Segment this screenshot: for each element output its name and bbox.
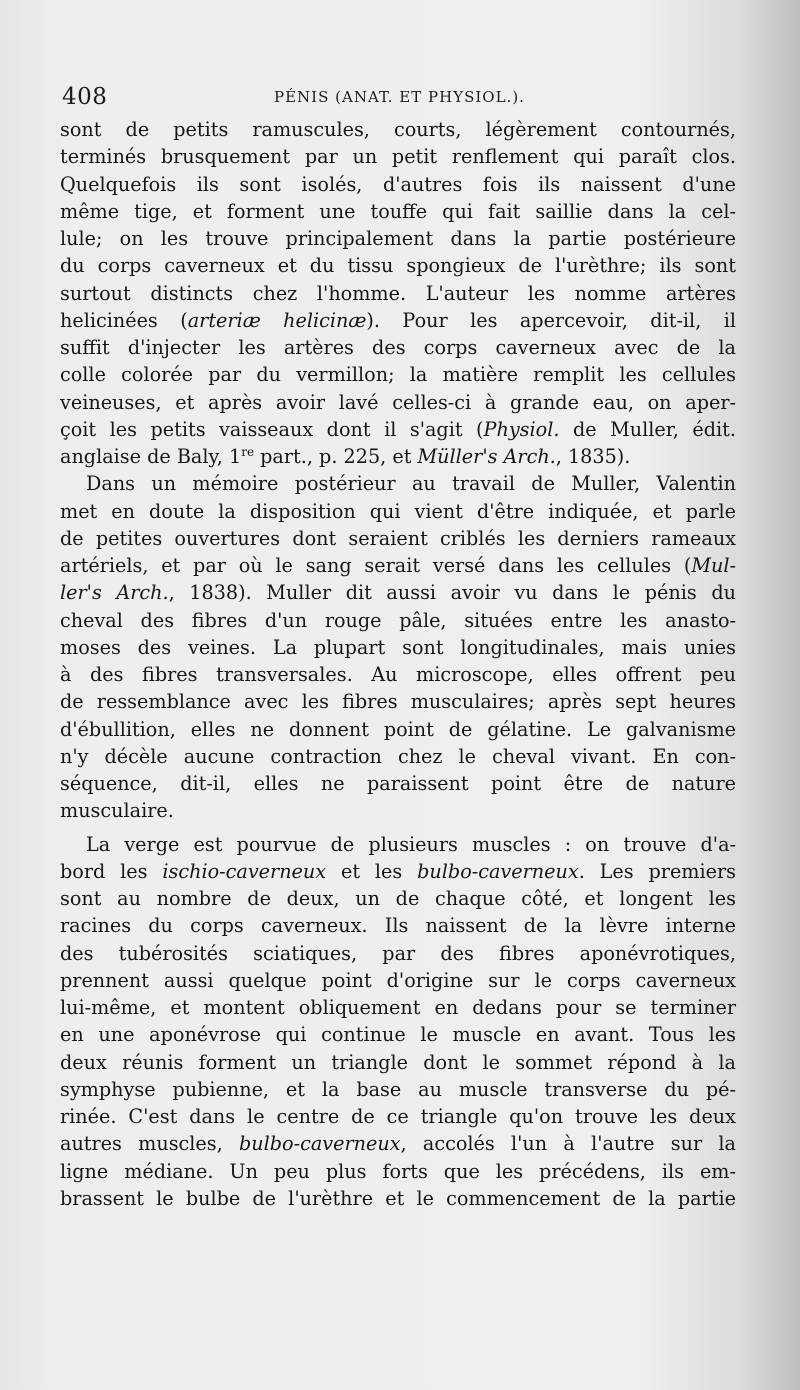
superscript: re	[241, 445, 255, 459]
italic-citation: ler's Arch.	[60, 581, 169, 605]
text-run: anglaise de Baly, 1	[60, 445, 242, 468]
text-line: deux réunis forment un triangle dont le sommet répond à la	[60, 1050, 736, 1074]
text-run: helicinées (	[60, 308, 188, 332]
italic-citation: Müller's Arch.	[417, 445, 556, 468]
text-run: , accolés l'un à l'autre sur la	[400, 1132, 737, 1156]
text-line: terminés brusquement par un petit renflement qui paraît clos.	[60, 145, 736, 169]
text-run: , 1835).	[555, 445, 631, 468]
text-line	[60, 579, 736, 606]
text-line: à des fibres transversales. Au microscope, elles offrent peu	[60, 663, 736, 686]
text-run: çoit les petits vaisseaux dont il s'agit (	[60, 417, 484, 441]
text-line: en une aponévrose qui continue le muscle en avant. Tous les	[60, 1023, 736, 1047]
text-run: . Les premiers	[578, 859, 737, 883]
text-line: du corps caverneux et du tissu spongieux de l'urèthre; ils sont	[60, 254, 736, 278]
italic-term: ischio-caverneux	[162, 859, 327, 883]
text-line: lule; on les trouve principalement dans la partie postérieure	[60, 227, 736, 250]
text-line: lui-même, et montent obliquement en dedans pour se terminer	[60, 996, 736, 1019]
text-run: , 1838). Muller dit aussi avoir vu dans le pénis du	[168, 581, 736, 605]
text-line: de petites ouvertures dont seraient criblés les derniers rameaux	[60, 526, 736, 550]
text-line	[60, 443, 736, 470]
text-line: La verge est pourvue de plusieurs muscles : on trouve d'a-	[86, 832, 736, 856]
text-line: suffit d'injecter les artères des corps caverneux avec de la	[60, 336, 736, 359]
text-line: moses des veines. La plupart sont longitudinales, mais unies	[60, 635, 736, 659]
text-line: Quelquefois ils sont isolés, d'autres fois ils naissent d'une	[60, 172, 736, 196]
text-run: bord les	[60, 859, 163, 883]
text-line: symphyse pubienne, et la base au muscle transverse du pé-	[60, 1077, 736, 1101]
text-line	[60, 416, 736, 443]
text-line: Dans un mémoire postérieur au travail de Muller, Valentin	[86, 472, 736, 496]
text-line: même tige, et forment une touffe qui fait saillie dans la cel-	[60, 199, 736, 223]
text-line: rinée. C'est dans le centre de ce triangle qu'on trouve les deux	[60, 1105, 736, 1128]
text-run: et les	[326, 859, 418, 883]
text-line: ligne médiane. Un peu plus forts que les précédens, ils em-	[60, 1159, 736, 1183]
italic-term: bulbo-caverneux	[417, 859, 579, 883]
text-line: d'ébullition, elles ne donnent point de gélatine. Le galvanisme	[60, 717, 736, 741]
text-line: brassent le bulbe de l'urèthre et le commencement de la partie	[60, 1186, 736, 1210]
text-line: musculaire.	[60, 799, 174, 823]
text-line: veineuses, et après avoir lavé celles-ci à grande eau, on aper-	[60, 390, 736, 414]
page-header	[62, 84, 736, 118]
italic-term: bulbo-caverneux	[239, 1132, 401, 1156]
text-run: artériels, et par où le sang serait versé dans les cellules (	[60, 554, 692, 577]
body-text	[60, 116, 736, 1212]
text-line	[60, 858, 736, 885]
text-run: part., p. 225, et	[254, 445, 418, 468]
running-head: PÉNIS (ANAT. ET PHYSIOL.).	[274, 88, 525, 106]
text-line: colle colorée par du vermillon; la matière remplit les cellules	[60, 363, 736, 387]
italic-term: arteriæ helicinæ	[187, 308, 367, 332]
text-line: racines du corps caverneux. Ils naissent de la lèvre interne	[60, 914, 736, 938]
text-line: de ressemblance avec les fibres musculaires; après sept heures	[60, 690, 736, 714]
text-line: surtout distincts chez l'homme. L'auteur les nomme artères	[60, 281, 736, 305]
text-line: prennent aussi quelque point d'origine sur le corps caverneux	[60, 968, 736, 992]
page-number: 408	[62, 84, 108, 110]
italic-citation: Mul-	[691, 554, 736, 577]
text-line	[60, 552, 736, 579]
text-line: cheval des fibres d'un rouge pâle, situées entre les anasto-	[60, 608, 736, 632]
text-line: des tubérosités sciatiques, par des fibres aponévrotiques,	[60, 941, 736, 965]
text-line: sont de petits ramuscules, courts, légèrement contournés,	[60, 118, 736, 141]
text-line	[60, 307, 736, 334]
text-run: de Muller, édit.	[559, 417, 736, 441]
text-line: séquence, dit-il, elles ne paraissent point être de nature	[60, 772, 736, 795]
text-run: ). Pour les apercevoir, dit-il, il	[366, 308, 736, 332]
text-run: autres muscles,	[60, 1132, 239, 1156]
text-line	[60, 1130, 736, 1157]
text-line: met en doute la disposition qui vient d'être indiquée, et parle	[60, 499, 736, 523]
text-line: sont au nombre de deux, un de chaque côté, et longent les	[60, 887, 736, 910]
italic-citation: Physiol.	[483, 417, 560, 441]
text-line: n'y décèle aucune contraction chez le cheval vivant. En con-	[60, 744, 736, 768]
